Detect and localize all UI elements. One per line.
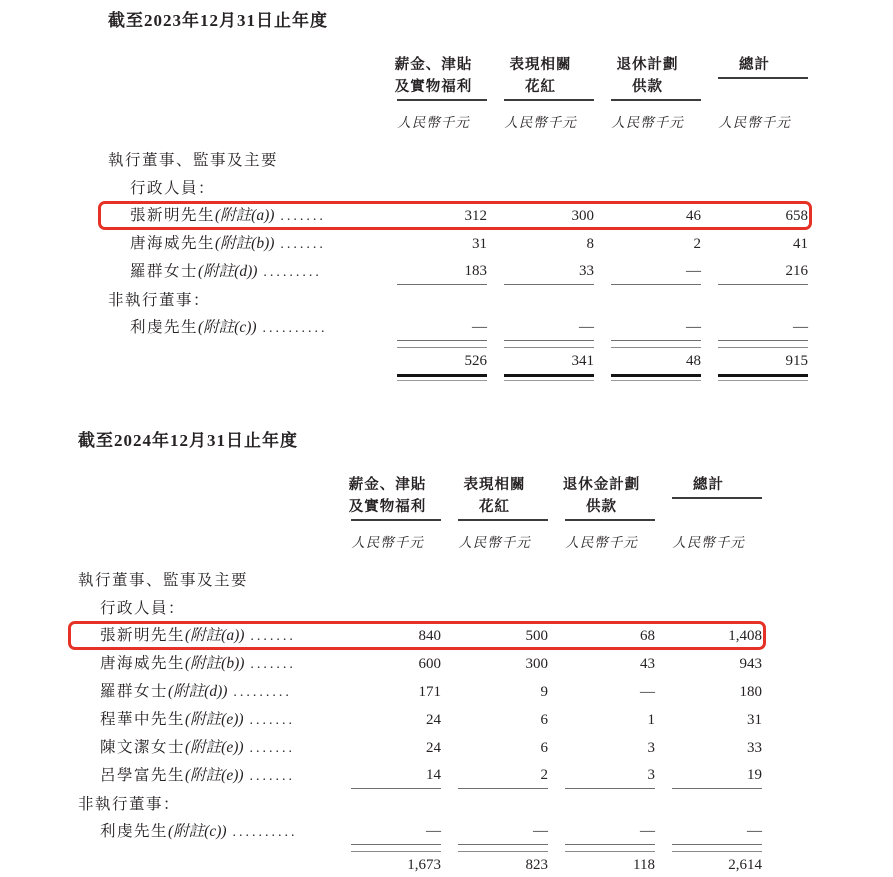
column-header-total bbox=[701, 54, 808, 101]
section-heading-nonexecutive: 非執行董事： bbox=[78, 796, 181, 813]
director-name: 唐海威先生 bbox=[130, 235, 216, 252]
row-label bbox=[78, 680, 334, 705]
header-rule bbox=[504, 99, 594, 101]
table-title-2023: 截至2023年12月31日止年度 bbox=[108, 11, 328, 30]
director-name: 唐海威先生 bbox=[100, 655, 186, 672]
note-ref: (附註(b)) bbox=[185, 655, 245, 672]
table-row-tang-haiwei-2024 bbox=[78, 649, 762, 677]
total-bonus: 823 bbox=[458, 855, 548, 877]
totals-row-2023 bbox=[108, 349, 808, 377]
table-row-luo-qun-2024 bbox=[78, 677, 762, 705]
header-line2: 供款 bbox=[632, 79, 663, 95]
value-salaries: 840 bbox=[418, 628, 441, 644]
header-line1: 表現相關 bbox=[509, 57, 572, 73]
value-total: 1,408 bbox=[728, 628, 762, 644]
unit-row bbox=[108, 113, 808, 133]
unit-label: 人民幣千元 bbox=[504, 115, 577, 130]
header-line2: 供款 bbox=[586, 499, 617, 515]
row-label bbox=[108, 316, 380, 341]
header-rule bbox=[565, 519, 655, 521]
director-name: 程華中先生 bbox=[100, 711, 186, 728]
header-line2: 總計 bbox=[739, 57, 770, 73]
row-label bbox=[78, 624, 334, 649]
value-total: 943 bbox=[739, 656, 762, 672]
value-salaries: 24 bbox=[426, 740, 441, 756]
unit-label: 人民幣千元 bbox=[397, 115, 470, 130]
value-total: 216 bbox=[718, 261, 808, 285]
section-heading-nonexecutive: 非執行董事： bbox=[108, 292, 211, 309]
header-line2: 花紅 bbox=[525, 79, 556, 95]
note-ref: (附註(a)) bbox=[185, 627, 245, 644]
dot-leader: ....... bbox=[250, 657, 296, 672]
header-line1: 退休計劃 bbox=[616, 57, 679, 73]
table-row-zhang-xinming-2024 bbox=[78, 621, 762, 649]
header-spacer bbox=[78, 474, 334, 521]
total-retirement: 118 bbox=[565, 855, 655, 877]
unit-label: 人民幣千元 bbox=[672, 535, 745, 550]
value-retirement: 2 bbox=[693, 236, 701, 252]
director-name: 陳文潔女士 bbox=[100, 739, 186, 756]
note-ref: (附註(d)) bbox=[168, 683, 228, 700]
table-row-chen-wenjie-2024 bbox=[78, 733, 762, 761]
column-headers bbox=[78, 474, 762, 521]
column-header-bonus bbox=[487, 54, 594, 101]
row-label bbox=[78, 820, 334, 845]
header-line1: 表現相關 bbox=[463, 477, 526, 493]
header-line2: 總計 bbox=[693, 477, 724, 493]
note-ref: (附註(e)) bbox=[185, 739, 244, 756]
value-retirement: 68 bbox=[640, 628, 655, 644]
dot-leader: ....... bbox=[280, 209, 326, 224]
director-name: 張新明先生 bbox=[130, 207, 216, 224]
value-salaries: — bbox=[351, 821, 441, 845]
total-total: 2,614 bbox=[672, 855, 762, 877]
row-label bbox=[78, 652, 334, 677]
note-ref: (附註(c)) bbox=[198, 319, 257, 336]
note-ref: (附註(d)) bbox=[198, 263, 258, 280]
table-row-cheng-huazhong-2024 bbox=[78, 705, 762, 733]
header-rule bbox=[351, 519, 441, 521]
remuneration-table-2023 bbox=[108, 10, 808, 377]
value-retirement: 46 bbox=[686, 208, 701, 224]
header-rule bbox=[397, 99, 487, 101]
value-retirement: — bbox=[640, 684, 655, 700]
row-label bbox=[108, 232, 380, 257]
table-title-2024: 截至2024年12月31日止年度 bbox=[78, 431, 298, 450]
header-rule bbox=[718, 77, 808, 79]
table-row-lv-xuefu-2024 bbox=[78, 761, 762, 789]
value-salaries: 14 bbox=[351, 765, 441, 789]
remuneration-table-2024 bbox=[78, 430, 762, 877]
row-label bbox=[78, 708, 334, 733]
value-salaries: 312 bbox=[464, 208, 487, 224]
note-ref: (附註(a)) bbox=[215, 207, 275, 224]
value-retirement: — bbox=[611, 317, 701, 341]
value-bonus: 300 bbox=[525, 656, 548, 672]
value-retirement: 3 bbox=[565, 765, 655, 789]
director-name: 張新明先生 bbox=[100, 627, 186, 644]
note-ref: (附註(c)) bbox=[168, 823, 227, 840]
director-name: 利虔先生 bbox=[100, 823, 169, 840]
dot-leader: ....... bbox=[249, 713, 296, 728]
value-total: — bbox=[718, 317, 808, 341]
value-total: 31 bbox=[747, 712, 762, 728]
unit-label: 人民幣千元 bbox=[565, 535, 638, 550]
section-heading-executive-line2: 行政人員： bbox=[130, 180, 216, 197]
table-row-zhang-xinming-2023 bbox=[108, 201, 808, 229]
header-rule bbox=[611, 99, 701, 101]
value-salaries: 31 bbox=[472, 236, 487, 252]
section-heading-executive-line2: 行政人員： bbox=[100, 600, 186, 617]
dot-leader: ....... bbox=[280, 237, 326, 252]
table-row-tang-haiwei-2023 bbox=[108, 229, 808, 257]
column-header-retirement bbox=[594, 54, 701, 101]
unit-label: 人民幣千元 bbox=[351, 535, 424, 550]
value-retirement: — bbox=[611, 261, 701, 285]
row-label bbox=[108, 260, 380, 285]
header-line1: 薪金、津貼 bbox=[394, 57, 473, 73]
header-line1: 退休金計劃 bbox=[562, 477, 641, 493]
total-salaries: 1,673 bbox=[351, 855, 441, 877]
totals-row-2024 bbox=[78, 853, 762, 877]
header-line2: 花紅 bbox=[479, 499, 510, 515]
value-bonus: — bbox=[504, 317, 594, 341]
column-header-salaries bbox=[334, 474, 441, 521]
unit-label: 人民幣千元 bbox=[718, 115, 791, 130]
dot-leader: ....... bbox=[250, 629, 296, 644]
note-ref: (附註(e)) bbox=[185, 711, 244, 728]
section-heading-executive: 執行董事、監事及主要 bbox=[108, 152, 279, 169]
value-bonus: 300 bbox=[571, 208, 594, 224]
header-line1: 薪金、津貼 bbox=[348, 477, 427, 493]
column-headers bbox=[108, 54, 808, 101]
unit-row bbox=[78, 533, 762, 553]
row-label bbox=[78, 736, 334, 761]
dot-leader: ....... bbox=[249, 769, 296, 784]
value-salaries: 24 bbox=[426, 712, 441, 728]
header-rule bbox=[672, 497, 762, 499]
value-salaries: 183 bbox=[397, 261, 487, 285]
value-bonus: 6 bbox=[540, 740, 548, 756]
value-bonus: 2 bbox=[458, 765, 548, 789]
column-header-salaries bbox=[380, 54, 487, 101]
note-ref: (附註(b)) bbox=[215, 235, 275, 252]
value-total: — bbox=[672, 821, 762, 845]
director-name: 呂學富先生 bbox=[100, 767, 186, 784]
total-salaries: 526 bbox=[397, 351, 487, 377]
value-retirement: 3 bbox=[647, 740, 655, 756]
value-salaries: — bbox=[397, 317, 487, 341]
header-spacer bbox=[108, 54, 380, 101]
header-line2: 及實物福利 bbox=[394, 79, 473, 95]
note-ref: (附註(e)) bbox=[185, 767, 244, 784]
total-retirement: 48 bbox=[611, 351, 701, 377]
value-total: 658 bbox=[785, 208, 808, 224]
value-salaries: 600 bbox=[418, 656, 441, 672]
column-header-total bbox=[655, 474, 762, 521]
value-bonus: 9 bbox=[540, 684, 548, 700]
row-label bbox=[108, 204, 380, 229]
value-total: 19 bbox=[672, 765, 762, 789]
director-name: 羅群女士 bbox=[100, 683, 169, 700]
value-bonus: 8 bbox=[586, 236, 594, 252]
value-retirement: — bbox=[565, 821, 655, 845]
header-line2: 及實物福利 bbox=[348, 499, 427, 515]
header-rule bbox=[458, 519, 548, 521]
value-salaries: 171 bbox=[418, 684, 441, 700]
column-header-retirement bbox=[548, 474, 655, 521]
column-header-bonus bbox=[441, 474, 548, 521]
value-total: 41 bbox=[793, 236, 808, 252]
value-total: 33 bbox=[747, 740, 762, 756]
section-heading-executive: 執行董事、監事及主要 bbox=[78, 572, 249, 589]
value-retirement: 43 bbox=[640, 656, 655, 672]
table-row-luo-qun-2023 bbox=[108, 257, 808, 285]
total-total: 915 bbox=[718, 351, 808, 377]
dot-leader: ......... bbox=[263, 265, 322, 280]
dot-leader: .......... bbox=[262, 321, 328, 336]
director-name: 利虔先生 bbox=[130, 319, 199, 336]
director-name: 羅群女士 bbox=[130, 263, 199, 280]
dot-leader: ....... bbox=[249, 741, 296, 756]
unit-label: 人民幣千元 bbox=[458, 535, 531, 550]
value-retirement: 1 bbox=[647, 712, 655, 728]
value-bonus: 500 bbox=[525, 628, 548, 644]
dot-leader: ......... bbox=[233, 685, 292, 700]
total-bonus: 341 bbox=[504, 351, 594, 377]
value-bonus: 6 bbox=[540, 712, 548, 728]
value-bonus: — bbox=[458, 821, 548, 845]
value-total: 180 bbox=[739, 684, 762, 700]
value-bonus: 33 bbox=[504, 261, 594, 285]
unit-label: 人民幣千元 bbox=[611, 115, 684, 130]
row-label bbox=[78, 764, 334, 789]
table-row-li-qian-2024 bbox=[78, 817, 762, 845]
table-row-li-qian-2023 bbox=[108, 313, 808, 341]
dot-leader: .......... bbox=[232, 825, 298, 840]
